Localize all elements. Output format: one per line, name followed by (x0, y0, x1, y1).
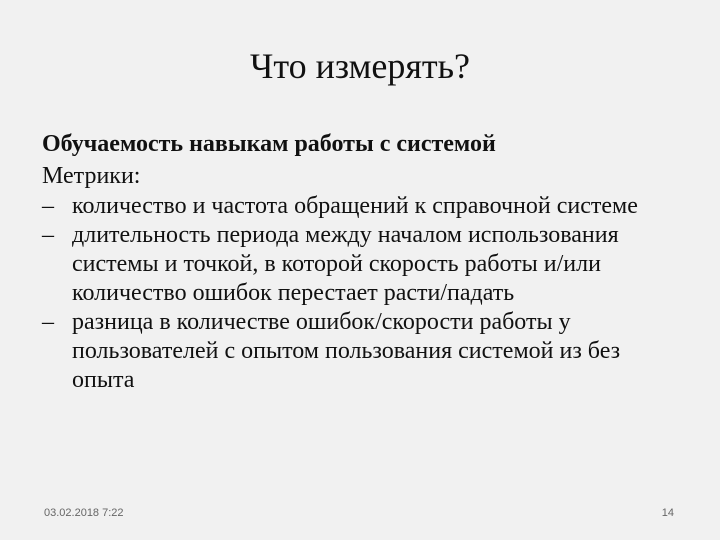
bullet-dash: – (42, 193, 54, 219)
metric-item-3 (42, 308, 682, 395)
bullet-dash: – (42, 222, 54, 248)
metric-item-2 (42, 221, 682, 308)
footer-page-number: 14 (661, 507, 674, 519)
metrics-label: Метрики: (42, 163, 141, 189)
metric-item-text: разница в количестве ошибок/скорости работы у пользователей с опытом пользования системой из без опыта (72, 309, 621, 393)
slide-title: Что измерять? (249, 46, 471, 86)
metrics-list (42, 192, 682, 395)
metric-item-text: длительность периода между началом использования системы и точкой, в которой скорость работы и/или количество ошибок перестает расти/падать (72, 222, 619, 306)
metric-item-1 (42, 192, 682, 221)
footer-date: 03.02.2018 7:22 (44, 507, 124, 519)
section-heading: Обучаемость навыкам работы с системой (42, 131, 496, 157)
slide-body (42, 128, 682, 395)
bullet-dash: – (42, 309, 54, 335)
metric-item-text: количество и частота обращений к справочной системе (72, 193, 638, 219)
